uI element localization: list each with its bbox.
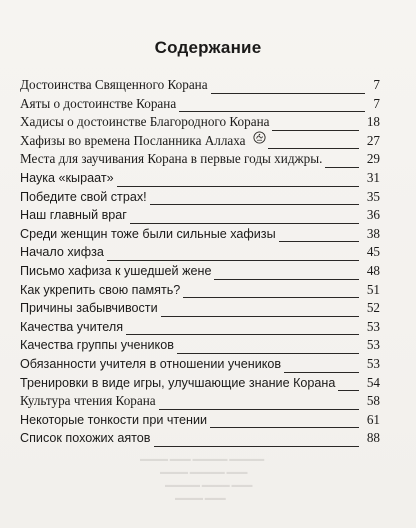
toc-page-number: 7 (373, 95, 380, 111)
toc-page-number: 53 (366, 355, 380, 371)
toc-entry-title: Культура чтения Корана (20, 393, 156, 409)
toc-entry (20, 336, 380, 355)
toc-entry-title: Среди женщин тоже были сильные хафизы (20, 226, 276, 241)
toc-entry (20, 318, 380, 337)
leader-line (284, 372, 359, 373)
toc-page-number: 58 (366, 393, 380, 409)
toc-entry (20, 429, 380, 448)
toc-entry (20, 225, 380, 244)
toc-entry-title: Некоторые тонкости при чтении (20, 412, 208, 427)
leader-line (179, 111, 365, 112)
toc-page-number: 52 (366, 300, 380, 316)
toc-page-number: 88 (366, 430, 380, 446)
bleed-through-text: ▬▬▬▬▬ ▬▬▬▬ ▬▬▬ (165, 481, 253, 489)
toc-entry (20, 281, 380, 300)
toc-page-number: 61 (366, 411, 380, 427)
leader-line (150, 204, 359, 205)
toc-entry-title: Наш главный враг (20, 208, 127, 223)
leader-line (325, 167, 359, 168)
toc-page-number: 45 (366, 244, 380, 260)
leader-line (268, 148, 359, 149)
toc-page-number: 7 (373, 77, 380, 92)
toc-page-number: 35 (366, 188, 380, 204)
toc-page-number: 53 (366, 318, 380, 334)
toc-entry (20, 355, 380, 374)
toc-entry-title: Хафизы во времена Посланника Аллаха (20, 132, 246, 148)
toc-entry-title: Наука «кыраат» (20, 170, 114, 185)
leader-line (126, 334, 359, 335)
leader-line (183, 297, 359, 298)
toc-entry-title: Тренировки в виде игры, улучшающие знание Корана (20, 375, 336, 390)
toc-entry (20, 262, 380, 281)
toc-entry-title: Качества учителя (20, 319, 124, 334)
toc-entry-title: Список похожих аятов (20, 431, 151, 446)
salawat-icon (253, 131, 266, 144)
leader-line (272, 130, 359, 131)
leader-line (279, 241, 359, 242)
toc-page-number: 18 (366, 114, 380, 130)
toc-entry-title: Причины забывчивости (20, 301, 158, 316)
toc-page-number: 48 (366, 262, 380, 278)
bleed-through-text: ▬▬▬▬ ▬▬▬▬▬ ▬▬▬ (160, 468, 248, 476)
leader-line (107, 260, 359, 261)
toc-page-number: 27 (366, 132, 380, 148)
toc-entry (20, 243, 380, 262)
toc-page-number: 51 (366, 281, 380, 297)
toc-entry (20, 113, 380, 132)
bleed-through-text: ▬▬▬▬ ▬▬▬ ▬▬▬▬▬ ▬▬▬▬▬ (140, 455, 265, 463)
toc-entry-title: Аяты о достоинстве Корана (20, 95, 177, 111)
leader-line (130, 223, 359, 224)
toc-entry (20, 150, 380, 169)
toc-entry-title: Хадисы о достоинстве Благородного Корана (20, 114, 270, 130)
leader-line (159, 409, 359, 410)
leader-line (177, 353, 359, 354)
leader-line (210, 427, 359, 428)
toc-entry (20, 169, 380, 188)
leader-line (161, 316, 359, 317)
toc-page-number: 31 (366, 169, 380, 185)
toc-entry-title: Начало хифза (20, 245, 104, 260)
page-title: Содержание (154, 38, 262, 57)
toc-page-number: 54 (366, 374, 380, 390)
toc-entry (20, 188, 380, 207)
toc-page-number: 36 (366, 207, 380, 223)
toc-entry (20, 76, 380, 95)
leader-line (211, 93, 365, 94)
leader-line (154, 446, 359, 447)
toc-page-number: 29 (366, 151, 380, 167)
toc-entry (20, 374, 380, 393)
table-of-contents (20, 76, 380, 448)
toc-entry (20, 411, 380, 430)
leader-line (214, 279, 359, 280)
toc-entry-title: Достоинства Священного Корана (20, 77, 208, 92)
leader-line (338, 390, 359, 391)
toc-entry (20, 299, 380, 318)
toc-entry (20, 132, 380, 151)
leader-line (117, 186, 359, 187)
toc-page-number: 38 (366, 225, 380, 241)
toc-entry-title: Письмо хафиза к ушедшей жене (20, 263, 212, 278)
toc-entry-title: Обязанности учителя в отношении учеников (20, 356, 282, 371)
toc-entry (20, 392, 380, 411)
toc-entry-title: Победите свой страх! (20, 189, 147, 204)
toc-entry-title: Качества группы учеников (20, 338, 174, 353)
toc-entry (20, 206, 380, 225)
toc-entry-title: Места для заучивания Корана в первые годы хиджры. (20, 151, 323, 167)
toc-entry (20, 95, 380, 114)
bleed-through-text: ▬▬▬▬ ▬▬▬ (175, 494, 226, 502)
toc-page-number: 53 (366, 337, 380, 353)
toc-entry-title: Как укрепить свою память? (20, 282, 181, 297)
